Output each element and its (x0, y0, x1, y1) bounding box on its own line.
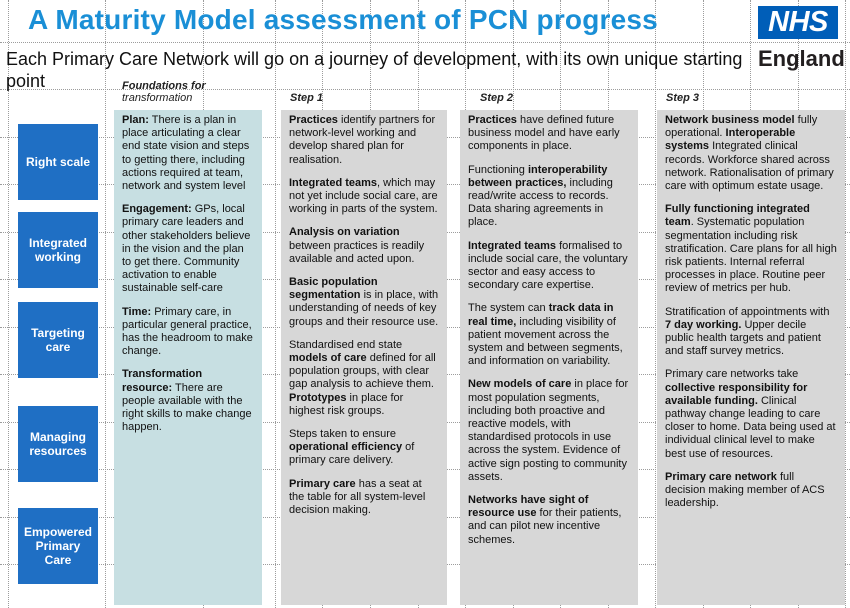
step-item-text: Clinical pathway change leading to care closer to home. Data being used at individual clinical level to make best use of resources. (665, 394, 836, 460)
step-item-bold: Integrated teams (468, 239, 557, 252)
sidebar-item-label: Right scale (25, 155, 91, 169)
step-item-text: The system can (468, 302, 549, 315)
step-item-text: in place for highest risk groups. (289, 391, 404, 417)
step-item (468, 164, 630, 230)
step3-panel (657, 110, 845, 605)
step-item-bold: Primary care network (665, 470, 777, 483)
step-item (289, 339, 439, 418)
step-item (468, 378, 630, 484)
step-item (665, 368, 837, 460)
step-item-text: have defined future business model and have early components in place. (468, 114, 620, 153)
column-header-label: Foundations for (122, 80, 206, 92)
guide-line (0, 42, 850, 43)
foundation-item (122, 368, 254, 434)
foundation-item-text: Primary care, in particular general practice, has the headroom to make change. (122, 305, 253, 358)
sidebar-item-managing-resources[interactable] (18, 406, 98, 482)
step-item (468, 302, 630, 368)
step-item-bold: Network business model (665, 114, 795, 126)
step-item-text: Standardised end state (289, 338, 403, 351)
step-item-text: has a seat at the table for all system-level decision making. (289, 477, 426, 517)
step-item-bold: 7 day working. (665, 318, 742, 331)
step-item-bold: track data in real time, (468, 302, 614, 328)
step-item-text: fully operational. (665, 114, 818, 140)
step-item-text: . Systematic population segmentation including risk stratification. Care plans for all high risk patients. Internal referral processes in place. Routine peer review of metrics per hub. (665, 216, 837, 295)
step-item-bold: Interoperable systems (665, 127, 796, 153)
step-item (665, 114, 837, 193)
step-item-bold: Networks have sight of resource use (468, 494, 589, 520)
page-subtitle: Each Primary Care Network will go on a journey of development, with its own unique starting point (6, 49, 743, 91)
step-item (468, 114, 630, 154)
step-item (289, 114, 439, 167)
step-item-bold: Analysis on variation (289, 226, 400, 239)
sidebar-item-integrated-working[interactable] (18, 212, 98, 288)
step-item-text: formalised to include social care, the voluntary sector and easy access to secondary care expertise. (468, 239, 628, 292)
step-item-bold: interoperability between practices, (468, 163, 608, 189)
step-item (665, 471, 837, 511)
step-item (468, 494, 630, 547)
step-item-bold: collective responsibility for available funding. (665, 381, 808, 407)
step-item-text: including visibility of patient movement across the system and between segments, and information on variability. (468, 315, 623, 368)
step-item-text: for their patients, and can pilot new incentive schemes. (468, 507, 622, 546)
step-item (665, 203, 837, 295)
step-item-text: defined for all population groups, with clear gap analysis to achieve them. (289, 352, 436, 391)
foundation-item-heading: Engagement: (122, 203, 192, 216)
step-item-bold: operational efficiency (289, 441, 403, 454)
step-item-bold: Practices (468, 114, 517, 126)
sidebar-item-right-scale[interactable] (18, 124, 98, 200)
step-item (665, 306, 837, 359)
step-item-text: Stratification of appointments with (665, 305, 830, 318)
foundation-item-text: There are people available with the right skills to make change happen. (122, 381, 252, 434)
page-title: A Maturity Model assessment of PCN progress (28, 4, 658, 35)
nhs-england-label: England (758, 46, 845, 71)
column-header-foundations (122, 80, 206, 104)
sidebar-item-label: Targeting care (31, 326, 85, 354)
step-item (289, 478, 439, 518)
sidebar-item-empowered-primary-care[interactable] (18, 508, 98, 584)
step-item-text: Primary care networks take (665, 368, 799, 381)
sidebar-item-targeting-care[interactable] (18, 302, 98, 378)
step-item (468, 240, 630, 293)
column-header-step3: Step 3 (666, 92, 700, 104)
column-header-step1: Step 1 (290, 92, 324, 104)
step-item-text: between practices is readily available and acted upon. (289, 239, 425, 265)
foundation-item (122, 203, 254, 295)
step-item-text: Functioning (468, 163, 528, 176)
step-item-bold: Fully functioning integrated team (665, 203, 810, 229)
step-item-bold: Primary care (289, 477, 356, 490)
step-item-bold: Integrated teams (289, 176, 378, 189)
step-item-text: Steps taken to ensure (289, 428, 397, 441)
step-item-bold: models of care (289, 352, 367, 365)
foundation-item-heading: Plan: (122, 114, 149, 126)
step-item (289, 226, 439, 266)
nhs-logo: NHS (758, 6, 838, 39)
foundation-item (122, 114, 254, 193)
step-item-text: identify partners for network-level working and develop shared plan for realisation. (289, 114, 436, 166)
foundation-item-text: There is a plan in place articulating a clear end state vision and steps to getting there, including actions required at team, network and system level (122, 114, 250, 193)
step-item (289, 428, 439, 468)
foundation-item-heading: Time: (122, 305, 152, 318)
step-item-bold: Prototypes (289, 391, 347, 404)
foundation-item-heading: Transformation resource: (122, 368, 203, 394)
foundations-panel (114, 110, 262, 605)
step-item-text: , which may not yet include social care, are working in parts of the system. (289, 176, 438, 216)
column-header-sublabel: transformation (122, 92, 193, 104)
step-item-bold: Practices (289, 114, 338, 126)
step-item-text: Upper decile public health targets and patient and staff survey metrics. (665, 318, 821, 358)
step-item-text: full decision making member of ACS leadership. (665, 470, 825, 510)
step-item (289, 276, 439, 329)
sidebar-item-label: Empowered Primary Care (23, 525, 92, 567)
step-item-text: is in place, with understanding of needs of key groups and their resource use. (289, 289, 439, 328)
column-header-step2: Step 2 (480, 92, 514, 104)
step-item-bold: New models of care (468, 378, 572, 391)
step1-panel (281, 110, 447, 605)
step-item-text: of primary care delivery. (289, 441, 415, 467)
step-item-bold: Basic population segmentation (289, 276, 378, 302)
sidebar-item-label: Integrated working (28, 236, 87, 264)
foundation-item-text: GPs, local primary care leaders and other stakeholders believe in the vision and the plan to get there. Community activation to enable sustainable self-care (122, 203, 251, 295)
step-item-text: including read/write access to records. Data sharing agreements in place. (468, 176, 613, 229)
step-item (289, 177, 439, 217)
step2-panel (460, 110, 638, 605)
step-item-text: Integrated clinical records. Workforce shared across network. Rationalisation of primary care with optimum estate usage. (665, 140, 834, 193)
foundation-item (122, 306, 254, 359)
sidebar-item-label: Managing resources (29, 430, 87, 458)
step-item-text: in place for most population segments, including both proactive and reactive models, with standardised protocols in use across the system. Evidence of active sign posting to community assets. (468, 378, 629, 483)
